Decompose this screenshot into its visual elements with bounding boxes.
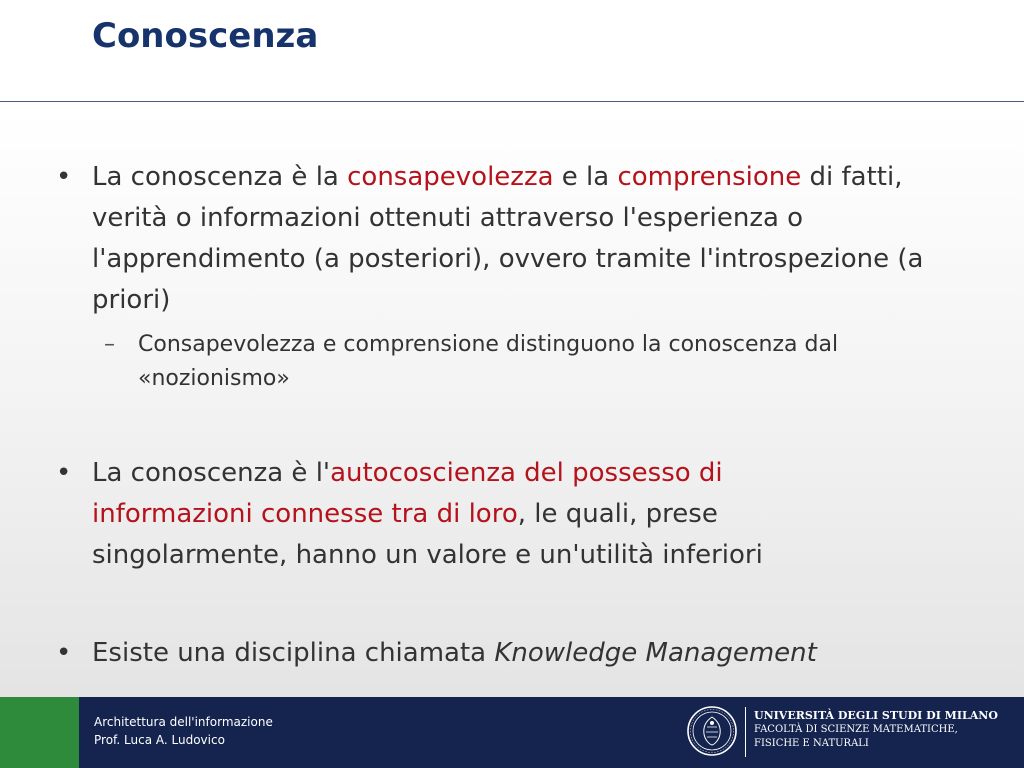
title-divider (0, 101, 1024, 102)
slide-title: Conoscenza (92, 16, 319, 56)
highlight-term: consapevolezza (347, 162, 554, 192)
bullet-text (92, 633, 972, 674)
bullet-text-part: e la (553, 162, 618, 192)
bullet-text-part: , le quali, prese singolarmente, hanno un valore e un'utilità inferiori (92, 499, 763, 570)
sub-bullet-text: Consapevolezza e comprensione distinguono la conoscenza dal «nozionismo» (138, 332, 839, 391)
university-divider (745, 707, 746, 757)
bullet-marker: • (56, 458, 72, 488)
bullet-marker: • (56, 638, 72, 668)
faculty-line-1: FACOLTÀ DI SCIENZE MATEMATICHE, (754, 724, 958, 735)
sub-bullet-marker: – (104, 332, 115, 357)
bullet-text (92, 157, 942, 321)
emphasis-term: Knowledge Management (494, 638, 817, 668)
footer-course-info (94, 713, 273, 749)
bullet-marker: • (56, 162, 72, 192)
bullet-text-part: di fatti, verità o informazioni ottenuti attraverso l'esperienza o l'apprendimento (a posteriori), ovvero tramite l'introspezione (a priori) (92, 162, 924, 315)
slide-footer (0, 697, 1024, 768)
university-logo-text (754, 709, 998, 751)
highlight-term: comprensione (617, 162, 802, 192)
university-seal-icon (686, 705, 738, 757)
bullet-text-part: Esiste una disciplina chiamata (92, 638, 495, 668)
bullet-text-part: La conoscenza è l' (92, 458, 331, 488)
bullet-text (92, 453, 852, 576)
course-name: Architettura dell'informazione (94, 715, 273, 729)
professor-name: Prof. Luca A. Ludovico (94, 733, 225, 747)
bullet-text-part: La conoscenza è la (92, 162, 348, 192)
highlight-term: autocoscienza del possesso di informazioni connesse tra di loro (92, 458, 723, 529)
university-name: UNIVERSITÀ DEGLI STUDI DI MILANO (754, 709, 998, 722)
faculty-line-2: FISICHE E NATURALI (754, 738, 869, 749)
footer-accent-block (0, 697, 79, 768)
